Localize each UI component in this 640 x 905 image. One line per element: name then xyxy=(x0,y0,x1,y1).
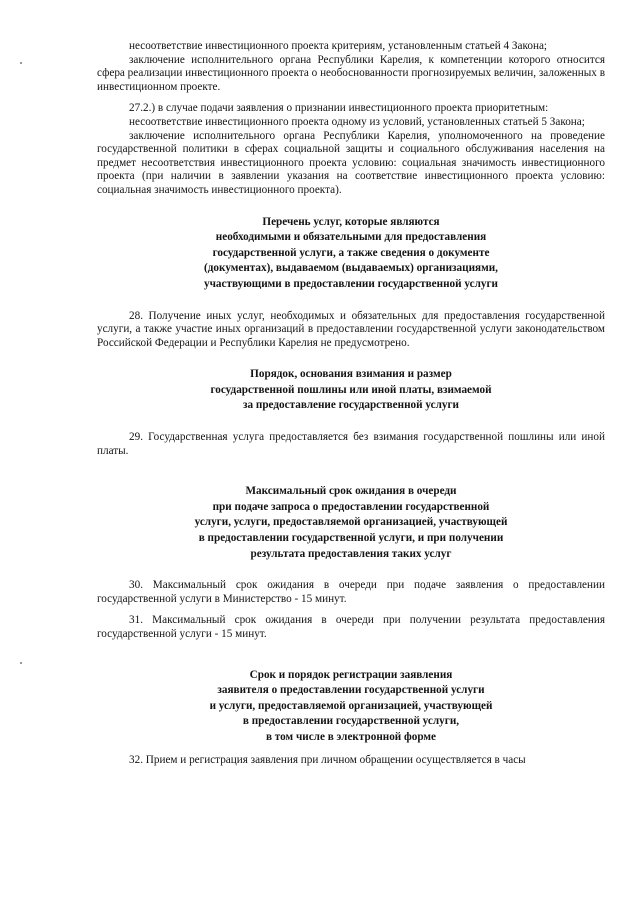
paragraph: заключение исполнительного органа Республики Карелия, уполномоченного на проведение государственной политики в сферах социальной защиты и социального обслуживания населения на предмет несоответствия инвестиционного проекта условию: социальная значимость инвестиционного проекта (при наличии в заявлении указания на соответствие инвестиционного проекта условию: социальная значимость инвестиционного проекта). xyxy=(97,129,605,196)
heading-line: и услуги, предоставляемой организацией, участвующей xyxy=(209,699,493,712)
paragraph: несоответствие инвестиционного проекта критериям, установленным статьей 4 Закона; xyxy=(129,40,548,52)
paragraph-31: 31. Максимальный срок ожидания в очереди при получении результата предоставления государственной услуги - 15 минут. xyxy=(97,614,605,640)
heading-line: при подаче запроса о предоставлении государственной xyxy=(212,500,490,513)
section-heading-fee xyxy=(97,367,605,414)
heading-line: заявителя о предоставлении государственной услуги xyxy=(217,684,485,697)
heading-line: за предоставление государственной услуги xyxy=(243,399,459,412)
heading-line: результата предоставления таких услуг xyxy=(250,547,452,560)
heading-line: Срок и порядок регистрации заявления xyxy=(249,668,453,681)
heading-line: услуги, услуги, предоставляемой организацией, участвующей xyxy=(194,516,508,529)
heading-line: в предоставлении государственной услуги, xyxy=(242,715,460,728)
heading-line: в том числе в электронной форме xyxy=(265,730,437,743)
heading-line: Перечень услуг, которые являются xyxy=(262,215,440,228)
scan-speck xyxy=(20,662,22,664)
section-heading-queue xyxy=(97,484,605,562)
heading-line: необходимыми и обязательными для предоставления xyxy=(215,231,487,244)
paragraph: заключение исполнительного органа Республики Карелия, к компетенции которого относится сфера реализации инвестиционного проекта о необоснованности прогнозируемых величин, заложенных в инвестиционном проекте. xyxy=(97,53,605,93)
document-page xyxy=(97,40,605,767)
heading-line: Максимальный срок ожидания в очереди xyxy=(245,485,457,498)
paragraph: несоответствие инвестиционного проекта одному из условий, установленных статьей 5 Закона; xyxy=(129,115,585,128)
heading-line: государственной пошлины или иной платы, взимаемой xyxy=(210,383,492,396)
heading-line: государственной услуги, а также сведения о документе xyxy=(212,246,490,259)
section-heading-registration xyxy=(97,668,605,746)
heading-line: в предоставлении государственной услуги, и при получении xyxy=(198,532,504,545)
scan-speck xyxy=(20,62,22,64)
heading-line: участвующими в предоставлении государственной услуги xyxy=(204,277,498,290)
heading-line: Порядок, основания взимания и размер xyxy=(250,368,452,381)
heading-line: (документах), выдаваемом (выдаваемых) организациями, xyxy=(204,262,498,275)
section-heading-services xyxy=(97,215,605,293)
paragraph-29: 29. Государственная услуга предоставляется без взимания государственной пошлины или иной платы. xyxy=(97,431,605,457)
paragraph-32: 32. Прием и регистрация заявления при личном обращении осуществляется в часы xyxy=(129,753,526,766)
paragraph-30: 30. Максимальный срок ожидания в очереди при подаче заявления о предоставлении государственной услуги в Министерство - 15 минут. xyxy=(97,579,605,605)
paragraph-27-2: 27.2.) в случае подачи заявления о признании инвестиционного проекта приоритетным: xyxy=(129,102,549,115)
paragraph-28: 28. Получение иных услуг, необходимых и обязательных для предоставления государственной услуги, а также участие иных организаций в предоставлении государственной услуги законодательством Российской Федерации и Республики Карелия не предусмотрено. xyxy=(97,309,605,349)
